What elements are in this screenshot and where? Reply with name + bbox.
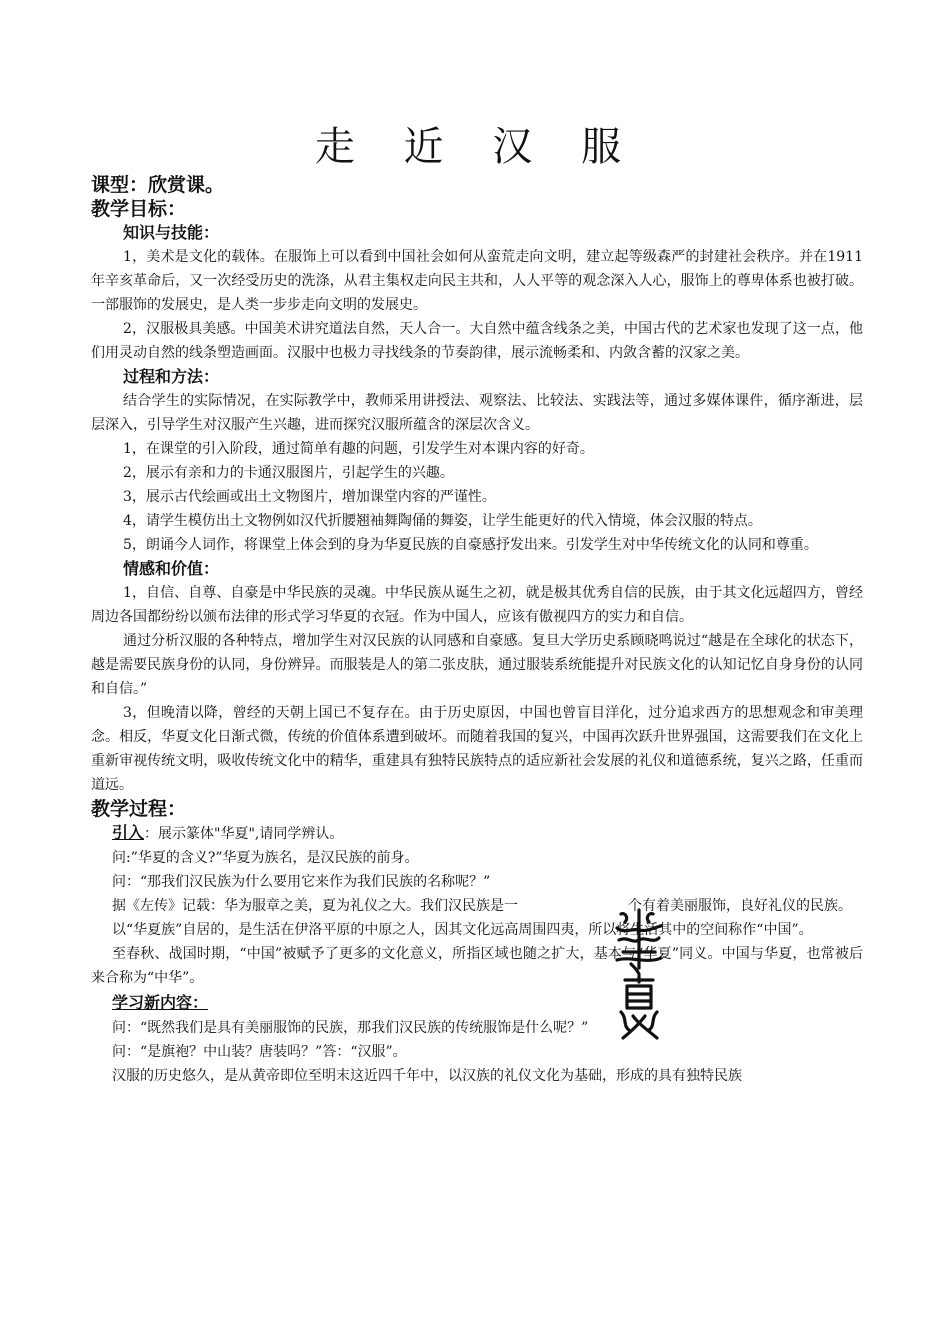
intro-line [91,821,863,846]
emotion-paragraph: 3，但晚清以降，曾经的天朝上国已不复存在。由于历史原因，中国也曾盲目洋化，过分追求西方的思想观念和审美理念。相反，华夏文化日渐式微，传统的价值体系遭到破坏。而随着我国的复兴，中国再次跃升世界强国，这需要我们在文化上重新审视传统文明，吸收传统文化中的精华，重建具有独特民族特点的适应新社会发展的礼仪和道德系统，复兴之路，任重而道远。 [91,705,863,793]
emotion-paragraph: 1，自信、自尊、自豪是中华民族的灵魂。中华民族从诞生之初，就是极其优秀自信的民族，由于其文化远超四方，曾经周边各国都纷纷以颁布法律的形式学习华夏的衣冠。作为中国人，应该有傲视四方的实力和自信。 [91,585,863,625]
knowledge-paragraph: 1，美术是文化的载体。在服饰上可以看到中国社会如何从蛮荒走向文明，建立起等级森严的封建社会秩序。并在1911年辛亥革命后，又一次经受历史的洗涤，从君主集权走向民主共和，人人平等的观念深入人心，服饰上的尊卑体系也被打破。一部服饰的发展史，是人类一步步走向文明的发展史。 [91,249,863,313]
page-title: 走 近 汉 服 [314,124,640,170]
goals-heading: 教学目标： [91,198,187,220]
new-content-heading: 学习新内容： [112,993,209,1012]
knowledge-heading: 知识与技能： [123,223,220,242]
new-content-line: 问：“既然我们是具有美丽服饰的民族，那我们汉民族的传统服饰是什么呢？” [112,1020,589,1036]
emotion-paragraph: 通过分析汉服的各种特点，增加学生对汉民族的认同感和自豪感。复旦大学历史系顾晓鸣说过“越是在全球化的状态下，越是需要民族身份的认同，身份辨异。而服装是人的第二张皮肤，通过服装系统能提升对民族文化的认知记忆自身身份的认同和自信。” [91,633,863,697]
teaching-process-heading: 教学过程： [91,798,187,820]
intro-label: 引入 [112,823,145,842]
process-paragraph: 1，在课堂的引入阶段，通过简单有趣的问题，引发学生对本课内容的好奇。 [123,441,594,457]
new-content-line: 问：“是旗袍？中山装？唐装吗？”答：“汉服”。 [112,1044,407,1060]
emotion-heading: 情感和价值： [123,559,220,578]
zuozhuan-a: 据《左传》记载：华为服章之美，夏为礼仪之大。我们汉民族是一 [112,898,518,914]
knowledge-paragraph: 2，汉服极具美感。中国美术讲究道法自然，天人合一。大自然中蕴含线条之美，中国古代的艺术家也发现了这一点，他们用灵动自然的线条塑造画面。汉服中也极力寻找线条的节奏韵律，展示流畅柔和、内敛含蓄的汉家之美。 [91,321,863,361]
process-method-heading: 过程和方法： [123,367,220,386]
process-paragraph: 2，展示有亲和力的卡通汉服图片，引起学生的兴趣。 [123,465,454,481]
lesson-type: 课型：欣赏课。 [91,174,225,196]
seal-script-huaxia-image [611,908,667,1042]
intro-question: 问：“那我们汉民族为什么要用它来作为我们民族的名称呢？” [112,874,491,890]
process-paragraph: 4，请学生模仿出土文物例如汉代折腰翘袖舞陶俑的舞姿，让学生能更好的代入情境，体会汉服的特点。 [123,513,762,529]
history-paragraph: 以“华夏族”自居的，是生活在伊洛平原的中原之人，因其文化远高周围四夷，所以将生活其中的空间称作“中国”。 [112,922,813,938]
zuozhuan-b: 个有着美丽服饰，良好礼仪的民族。 [628,898,852,914]
new-content-line: 汉服的历史悠久，是从黄帝即位至明末这近四千年中，以汉族的礼仪文化为基础，形成的具有独特民族 [112,1068,742,1084]
process-paragraph: 5，朗诵今人词作，将课堂上体会到的身为华夏民族的自豪感抒发出来。引发学生对中华传统文化的认同和尊重。 [123,537,818,553]
intro-question: 问:”华夏的含义?”华夏为族名，是汉民族的前身。 [112,850,419,866]
intro-text: ：展示篆体"华夏",请同学辨认。 [144,826,344,842]
zuozhuan-line [91,894,863,918]
document-body [91,173,863,1088]
history-paragraph: 至春秋、战国时期，“中国”被赋予了更多的文化意义，所指区域也随之扩大，基本与“华夏”同义。中国与华夏，也常被后来合称为“中华”。 [91,946,863,986]
process-paragraph: 结合学生的实际情况，在实际教学中，教师采用讲授法、观察法、比较法、实践法等，通过多媒体课件，循序渐进，层层深入，引导学生对汉服产生兴趣，进而探究汉服所蕴含的深层次含义。 [91,393,863,433]
process-paragraph: 3，展示古代绘画或出土文物图片，增加课堂内容的严谨性。 [123,489,496,505]
